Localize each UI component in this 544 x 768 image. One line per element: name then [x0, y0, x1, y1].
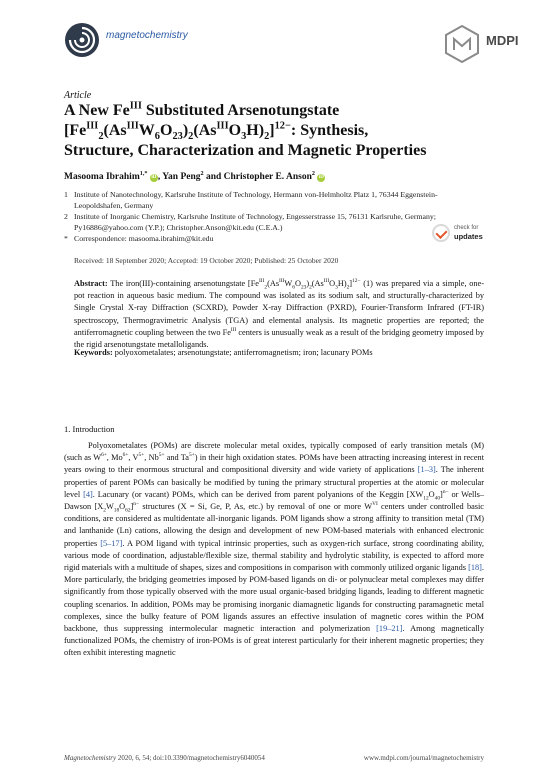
abstract: Abstract: The iron(III)-containing arsenotungstate $[Fe^{III}_2(As^{III}W_6O_{23})_2(As^{III}O_3H)_2]^{12-}$ (1) was prepared via a simple, one-pot reaction in aqueous basic medium. The compound was isolated as its sodium salt, and structurally-characterized by Single Crystal X-ray Diffraction (SCXRD), Powder X-ray Diffraction (PXRD), Fourier-Transform Infrared (FT-IR) spectroscopy, Thermogravimetric Analysis (TGA) and elemental analysis. Its magnetic properties are reported; the antiferromagnetic coupling between the two $Fe^{III}$ centers is unusually weak as a result of the bridging geometry imposed by the rigid arsenotungstate metalloligands. [74, 278, 485, 350]
correspondence: * Correspondence: masooma.ibrahim@kit.edu [64, 234, 214, 243]
journal-logo-icon [64, 22, 100, 58]
affiliation-1: 1 Institute of Nanotechnology, Karlsruhe Institute of Technology, Hermann von-Helmholtz Platz 1, 76344 Eggenstein-Leopoldshafen, Germany [64, 190, 438, 210]
citation-link[interactable]: [1–3] [417, 465, 436, 475]
citation-link[interactable]: [4] [83, 489, 93, 499]
citation-link[interactable]: [5–17] [100, 538, 123, 548]
citation-link[interactable]: [19–21] [376, 624, 403, 634]
orcid-icon[interactable]: iD [151, 175, 157, 180]
author-list: Masooma Ibrahim$^{1,*}$ iD , Yan Peng$^2$ and Christopher E. Anson$^2$ iD [64, 170, 324, 182]
publisher-name: MDPI [486, 33, 519, 48]
orcid-icon[interactable]: iD [318, 175, 324, 180]
author-name[interactable]: , Yan Peng [157, 172, 201, 182]
article-type-label: Article [64, 90, 92, 101]
journal-name: magnetochemistry [106, 30, 188, 41]
keywords: Keywords: polyoxometalates; arsenotungstate; antiferromagnetism; iron; lacunary POMs [74, 348, 373, 357]
author-name[interactable]: and Christopher E. Anson [205, 172, 312, 182]
section-heading: 1. Introduction [64, 424, 115, 434]
author-name[interactable]: Masooma Ibrahim [64, 172, 140, 182]
mdpi-logo-icon [440, 22, 484, 66]
check-for-updates-badge[interactable]: check for updates [432, 222, 484, 246]
footer-url[interactable]: www.mdpi.com/journal/magnetochemistry [363, 754, 484, 762]
publication-dates: Received: 18 September 2020; Accepted: 19 October 2020; Published: 25 October 2020 [74, 256, 339, 265]
check-updates-icon [432, 224, 450, 242]
citation-link[interactable]: [18] [468, 563, 482, 573]
footer-citation: Magnetochemistry 2020, 6, 54; doi:10.3390/magnetochemistry6040054 [64, 754, 265, 762]
affiliation-2: 2 Institute of Inorganic Chemistry, Karlsruhe Institute of Technology, Engesserstrasse 15, 76131 Karlsruhe, Germany; Py16886@yahoo.com (Y.P.); Christopher.Anson@kit.edu (C.E.A.) [64, 212, 436, 232]
introduction-paragraph: Polyoxometalates (POMs) are discrete molecular metal oxides, typically composed of early transition metals (M) (such as $W^{6+}$, $Mo^{6+}$, $V^{5+}$, $Nb^{5+}$ and $Ta^{5+}$) in their high oxidation states. POMs have been attracting increasing interest in recent years owing to their enormous structural and compositional diversity and wide variety of applications [1–3]. The inherent properties of parent POMs can basically be modified by tuning the primary structural properties at the atomic or molecular level [4]. Lacunary (or vacant) POMs, which can be derived from parent polyanions of the Keggin $[XW_{12}O_{40}]^{n-}$ or Wells–Dawson $[X_2W_{18}O_{62}]^{n-}$ structures (X = Si, Ge, P, As, etc.) by removal of one or more $W^{VI}$ centers under controlled basic conditions, are considered as multidentate all-inorganic ligands. POM ligands show a strong affinity to transition metal (TM) and lanthanide (Ln) cations, allowing the design and development of new POM-based materials with enhanced electronic properties [5–17]. A POM ligand with typical intrinsic properties, such as oxygen-rich surface, strong coordinating ability, various mode of coordination, adjustable/flexible size, thermal stability and hydrolytic stability, is expected to afford more rigid materials with a multitude of shapes, sizes and compositions in comparison with commonly utilized organic ligands [18]. More particularly, the bridging geometries imposed by POM-based ligands on di- or polynuclear metal complexes may differ significantly from those typically observed with the more usual organic-based bridging ligands, leading to different magnetic coupling scenarios. In addition, POMs may be promising inorganic diamagnetic ligands for constructing paramagnetic metal complexes, since the bulky feature of POM ligands assures an effective insulation of magnetic cores within the POM backbone, thus suppressing intermolecular magnetic interaction and polymerization [19–21]. Among magnetically functionalized POMs, the chemistry of iron-POMs is of great interest particularly for their inherent magnetic properties; they often exhibit interesting magnetic [64, 441, 485, 658]
article-title: A New $Fe^{III}$ Substituted Arsenotungstate $[Fe^{III}_2(As^{III}W_6O_{23})_2(As^{III}O_3H)_2]^{12-}$: Synthesis, Structure, Characterization and Magnetic Properties [64, 100, 427, 159]
